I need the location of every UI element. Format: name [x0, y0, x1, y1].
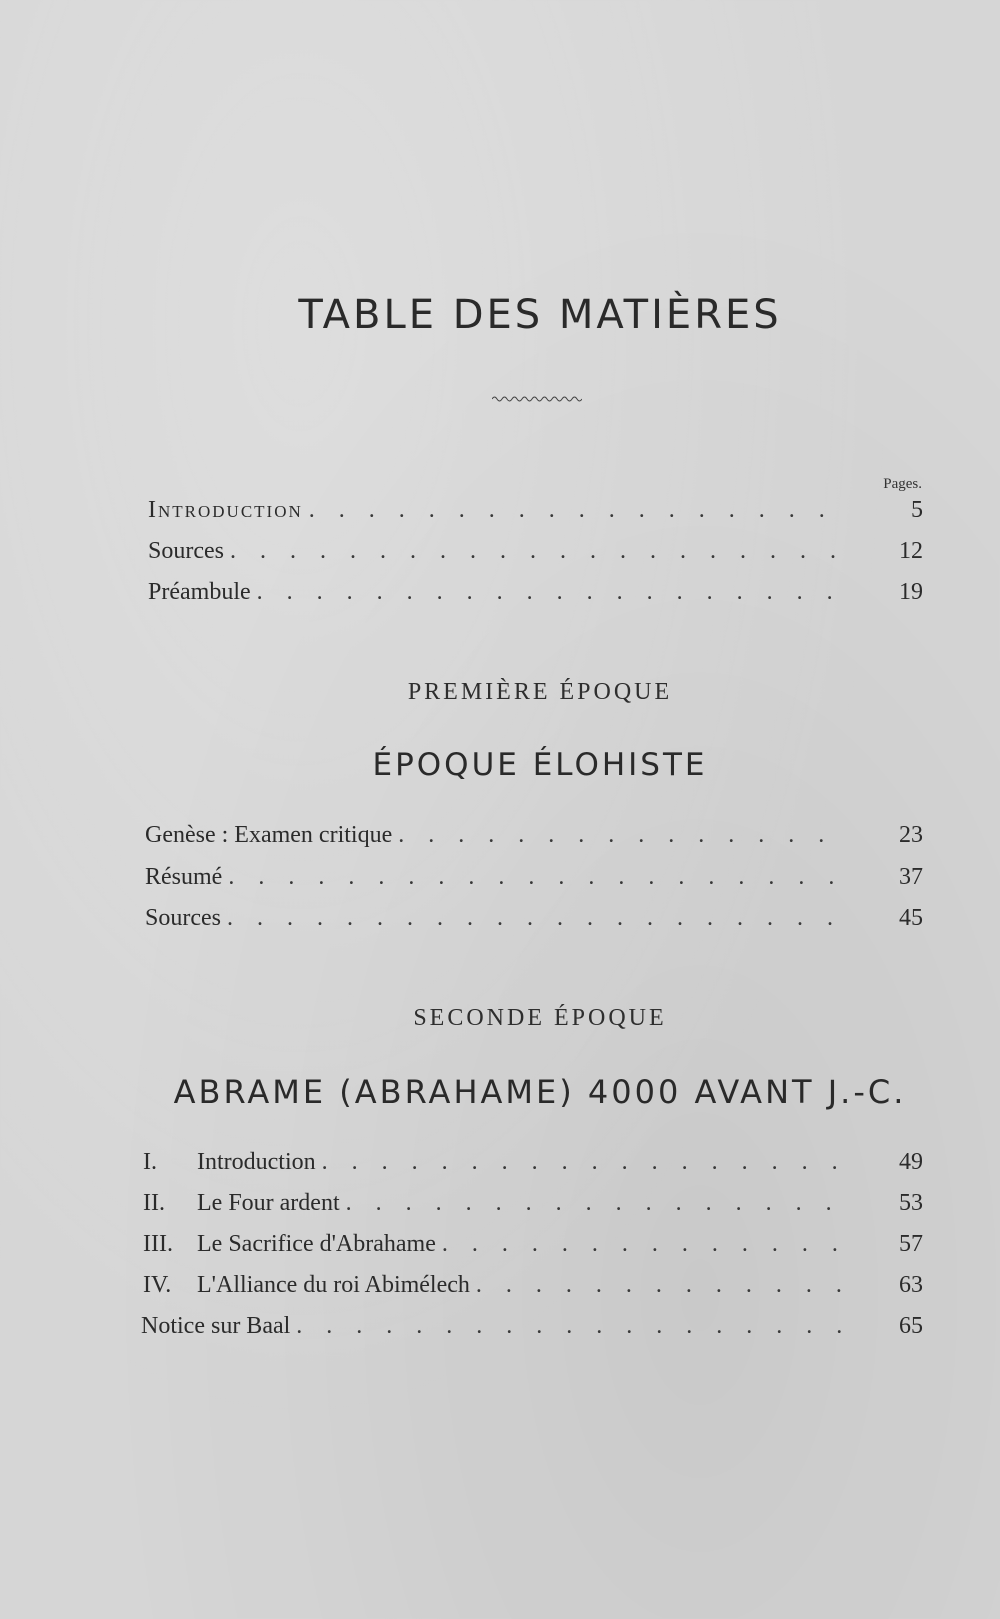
toc-entry-ch2[interactable] — [143, 1190, 923, 1217]
epoch1-label: PREMIÈRE ÉPOQUE — [407, 679, 673, 705]
toc-entry-introduction[interactable] — [148, 497, 923, 524]
toc-entry-label: L'Alliance du roi Abimélech — [197, 1272, 470, 1298]
toc-page-number: 65 — [899, 1313, 923, 1339]
chapter-numeral: III. — [143, 1231, 173, 1257]
toc-entry-ch1[interactable] — [143, 1149, 923, 1176]
chapter-numeral: I. — [143, 1149, 157, 1175]
chapter-numeral: II. — [143, 1190, 165, 1216]
toc-entry-label: Le Four ardent — [197, 1190, 340, 1216]
toc-entry-label-wrap — [143, 1149, 316, 1176]
dot-leader — [290, 1313, 843, 1340]
dot-leader — [303, 497, 843, 524]
toc-entry-label-wrap — [143, 1272, 470, 1299]
dot-leader — [340, 1190, 843, 1217]
epoch2-label: SECONDE ÉPOQUE — [413, 1005, 667, 1031]
page-title: TABLE DES MATIÈRES — [298, 292, 782, 338]
toc-entry-label: Sources — [148, 538, 224, 564]
toc-page-number: 53 — [899, 1190, 923, 1216]
dot-leader — [392, 822, 843, 849]
toc-entry-label: Résumé — [145, 864, 223, 890]
dot-leader — [251, 579, 843, 606]
toc-entry-resume[interactable] — [145, 864, 923, 891]
toc-page-number: 49 — [899, 1149, 923, 1175]
epoch2-title: ABRAME (ABRAHAME) 4000 AVANT J.-C. — [173, 1073, 907, 1111]
wavy-ornament — [492, 395, 582, 403]
toc-entry-sources[interactable] — [148, 538, 923, 565]
chapter-numeral: IV. — [143, 1272, 172, 1298]
toc-entry-label: Le Sacrifice d'Abrahame — [197, 1231, 436, 1257]
toc-page-number: 12 — [899, 538, 923, 564]
pages-column-label: Pages. — [883, 476, 922, 492]
toc-entry-label-wrap — [143, 1190, 340, 1217]
toc-entry-label: Préambule — [148, 579, 251, 605]
toc-entry-ch3[interactable] — [143, 1231, 923, 1258]
toc-entry-label: Notice sur Baal — [141, 1313, 291, 1339]
dot-leader — [222, 864, 843, 891]
dot-leader — [221, 905, 843, 932]
dot-leader — [224, 538, 843, 565]
dot-leader — [470, 1272, 843, 1299]
toc-entry-genese[interactable] — [145, 822, 923, 849]
dot-leader — [436, 1231, 843, 1258]
toc-entry-label: Sources — [145, 905, 221, 931]
toc-entry-label: Introduction — [148, 497, 303, 523]
toc-page-number: 63 — [899, 1272, 923, 1298]
epoch1-title: ÉPOQUE ÉLOHISTE — [372, 747, 708, 783]
toc-entry-label: Introduction — [197, 1149, 316, 1175]
toc-page-number: 45 — [899, 905, 923, 931]
toc-entry-preambule[interactable] — [148, 579, 923, 606]
toc-entry-ch4[interactable] — [143, 1272, 923, 1299]
toc-page-number: 5 — [911, 497, 923, 523]
toc-entry-label-wrap — [143, 1231, 436, 1258]
toc-entry-sources-2[interactable] — [145, 905, 923, 932]
toc-page-number: 57 — [899, 1231, 923, 1257]
toc-page-number: 37 — [899, 864, 923, 890]
toc-page-number: 19 — [899, 579, 923, 605]
toc-page-number: 23 — [899, 822, 923, 848]
toc-entry-notice-baal[interactable] — [141, 1313, 923, 1340]
toc-entry-label: Genèse : Examen critique — [145, 822, 393, 848]
dot-leader — [316, 1149, 843, 1176]
